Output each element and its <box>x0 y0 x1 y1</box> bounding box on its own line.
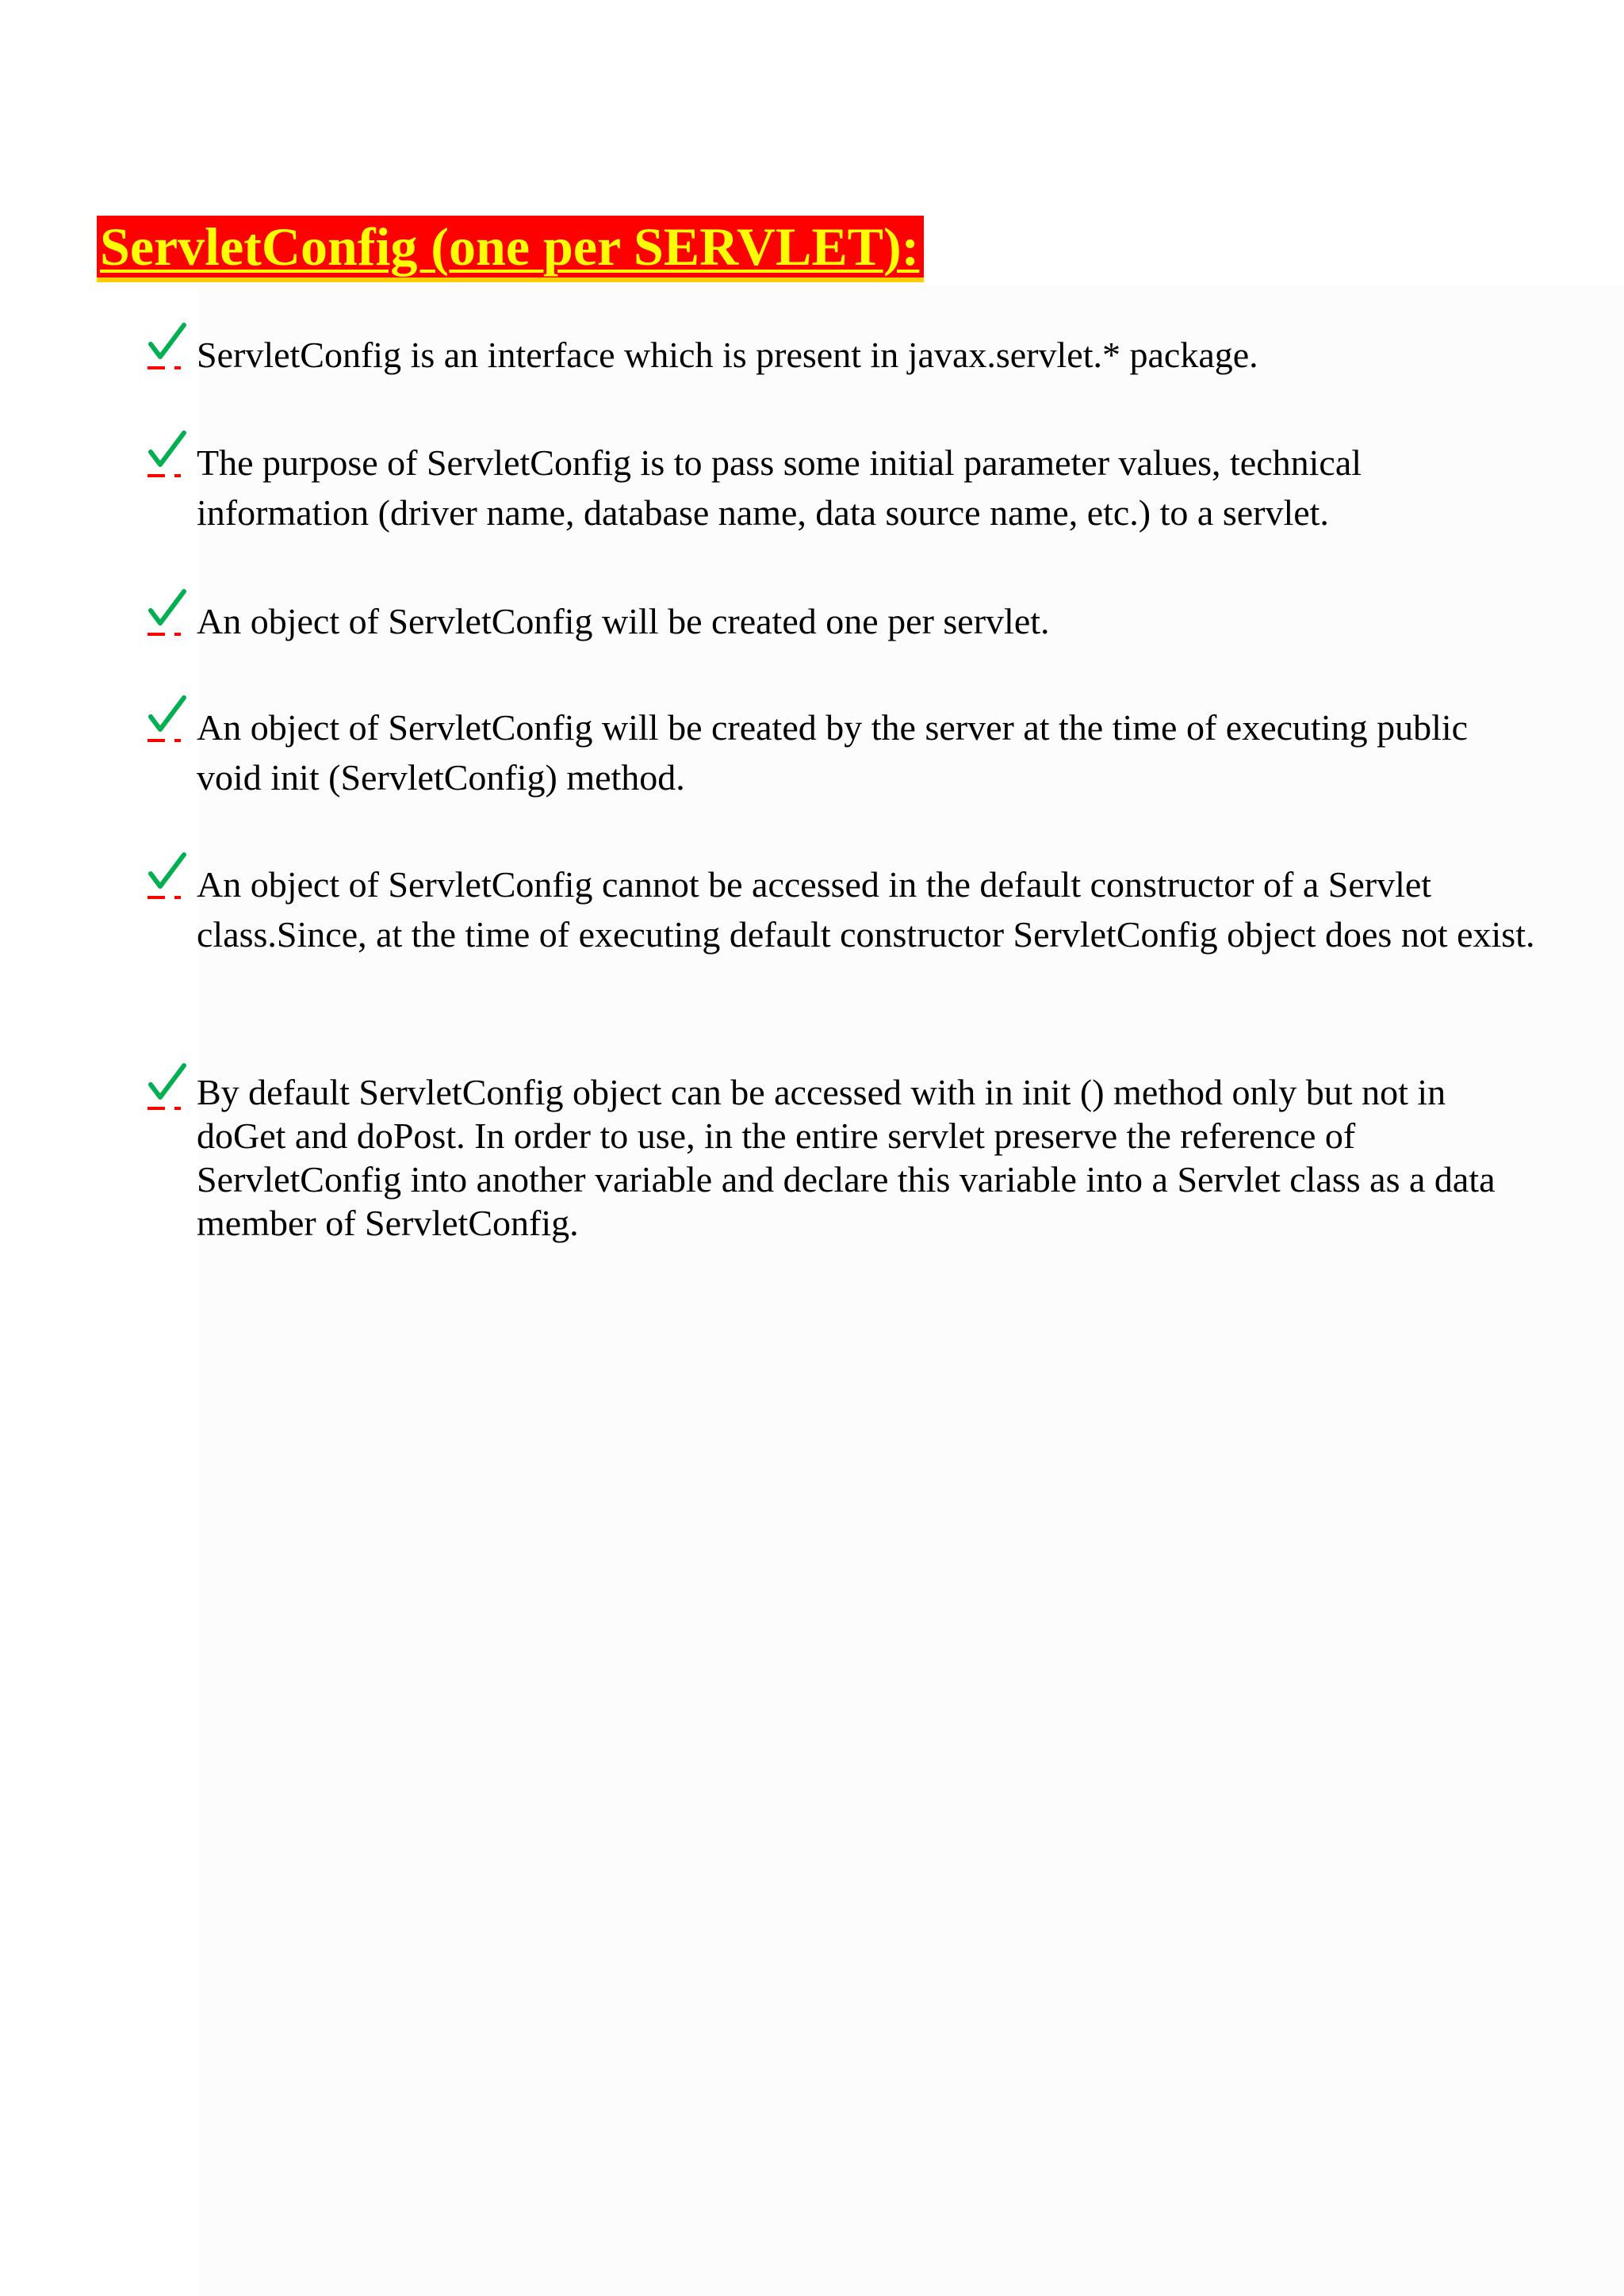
underline-marks <box>147 366 182 373</box>
list-item-text: An object of ServletConfig cannot be accessed in the default constructor of a Servlet class.Since, at the time of executing default constructor ServletConfig object does not exist. <box>197 864 1535 955</box>
check-mark-icon <box>147 850 189 894</box>
list-item-text: By default ServletConfig object can be accessed with in init () method only but not in doGet and doPost. In order to use, in the entire servlet preserve the reference of ServletConfig into another variable and declare this variable into a Servlet class as a data member of ServletConfig. <box>197 1072 1496 1243</box>
underline-marks <box>147 896 182 902</box>
page-background <box>198 285 1624 2296</box>
underline-marks <box>147 1107 182 1113</box>
check-mark-icon <box>147 428 189 473</box>
check-mark-icon <box>147 320 189 365</box>
underline-marks <box>147 739 182 745</box>
check-mark-icon <box>147 1061 189 1105</box>
list-item-text: An object of ServletConfig will be created by the server at the time of executing public void init (ServletConfig) method. <box>197 707 1469 798</box>
page-title: ServletConfig (one per SERVLET): <box>97 216 924 282</box>
list-item-text: The purpose of ServletConfig is to pass some initial parameter values, technical information (driver name, database name, data source name, etc.) to a servlet. <box>197 442 1362 533</box>
list-item-text: ServletConfig is an interface which is present in javax.servlet.* package. <box>197 335 1258 375</box>
underline-marks <box>147 633 182 639</box>
list-item-text: An object of ServletConfig will be created one per servlet. <box>197 601 1050 641</box>
underline-marks <box>147 474 182 480</box>
check-mark-icon <box>147 587 189 631</box>
check-mark-icon <box>147 693 189 737</box>
